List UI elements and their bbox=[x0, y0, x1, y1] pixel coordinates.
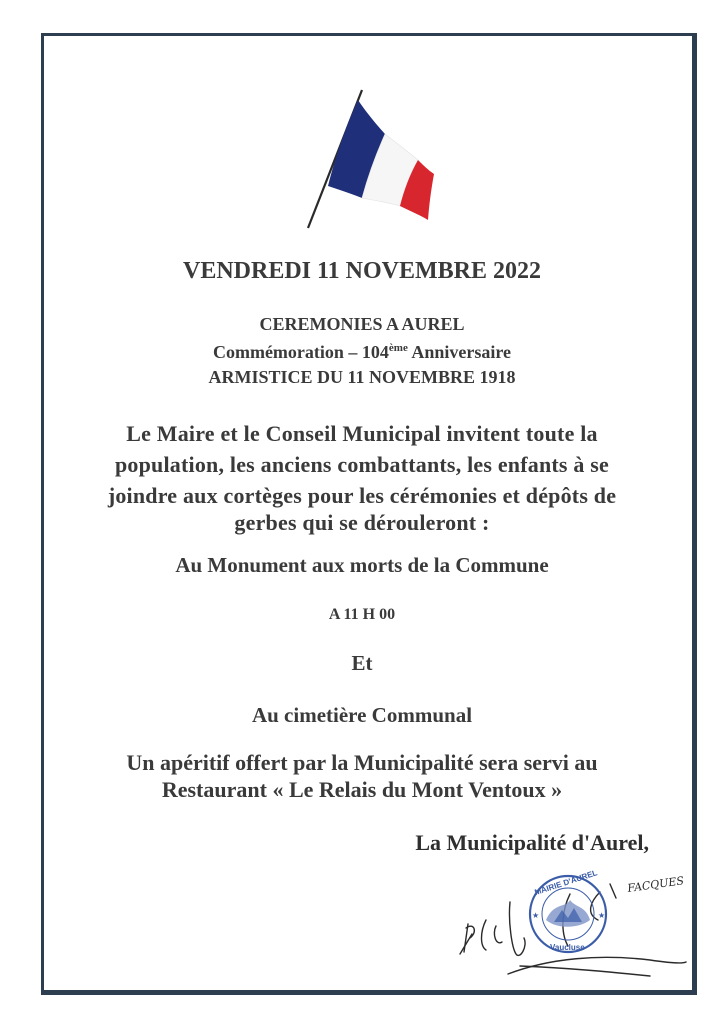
invitation-line-1: Le Maire et le Conseil Municipal invitent toute la bbox=[126, 421, 598, 446]
mairie-seal-icon bbox=[530, 868, 606, 952]
svg-text:Vaucluse: Vaucluse bbox=[550, 943, 585, 952]
event-date: VENDREDI 11 NOVEMBRE 2022 bbox=[182, 258, 542, 284]
aperitif-line-1: Un apéritif offert par la Municipalité sera servi au bbox=[126, 750, 598, 775]
svg-text:★: ★ bbox=[532, 911, 540, 920]
svg-text:★: ★ bbox=[598, 911, 606, 920]
handwritten-signature bbox=[460, 884, 686, 976]
cemetery-location: Au cimetière Communal bbox=[251, 703, 473, 727]
aperitif-line-2: Restaurant « Le Relais du Mont Ventoux » bbox=[161, 777, 563, 802]
svg-text:MAIRIE D'AUREL: MAIRIE D'AUREL bbox=[533, 868, 599, 897]
ceremonies-title: CEREMONIES A AUREL bbox=[259, 314, 465, 334]
monument-location: Au Monument aux morts de la Commune bbox=[175, 553, 549, 577]
invitation-line-2: population, les anciens combattants, les enfants à se bbox=[114, 452, 610, 477]
svg-text:FACQUES: FACQUES bbox=[626, 874, 685, 895]
signature-and-seal bbox=[450, 862, 690, 987]
invitation-line-3: joindre aux cortèges pour les cérémonies et dépôts de bbox=[107, 483, 617, 508]
handwritten-name bbox=[626, 874, 686, 895]
invitation-line-4: gerbes qui se dérouleront : bbox=[234, 510, 490, 535]
armistice-title: ARMISTICE DU 11 NOVEMBRE 1918 bbox=[208, 367, 516, 387]
french-flag-icon bbox=[300, 88, 440, 238]
commemoration-line: Commémoration – 104ème Anniversaire bbox=[212, 342, 512, 362]
ceremony-time: A 11 H 00 bbox=[328, 606, 396, 623]
conjunction-et: Et bbox=[351, 651, 373, 675]
municipality-signoff: La Municipalité d'Aurel, bbox=[415, 830, 649, 855]
